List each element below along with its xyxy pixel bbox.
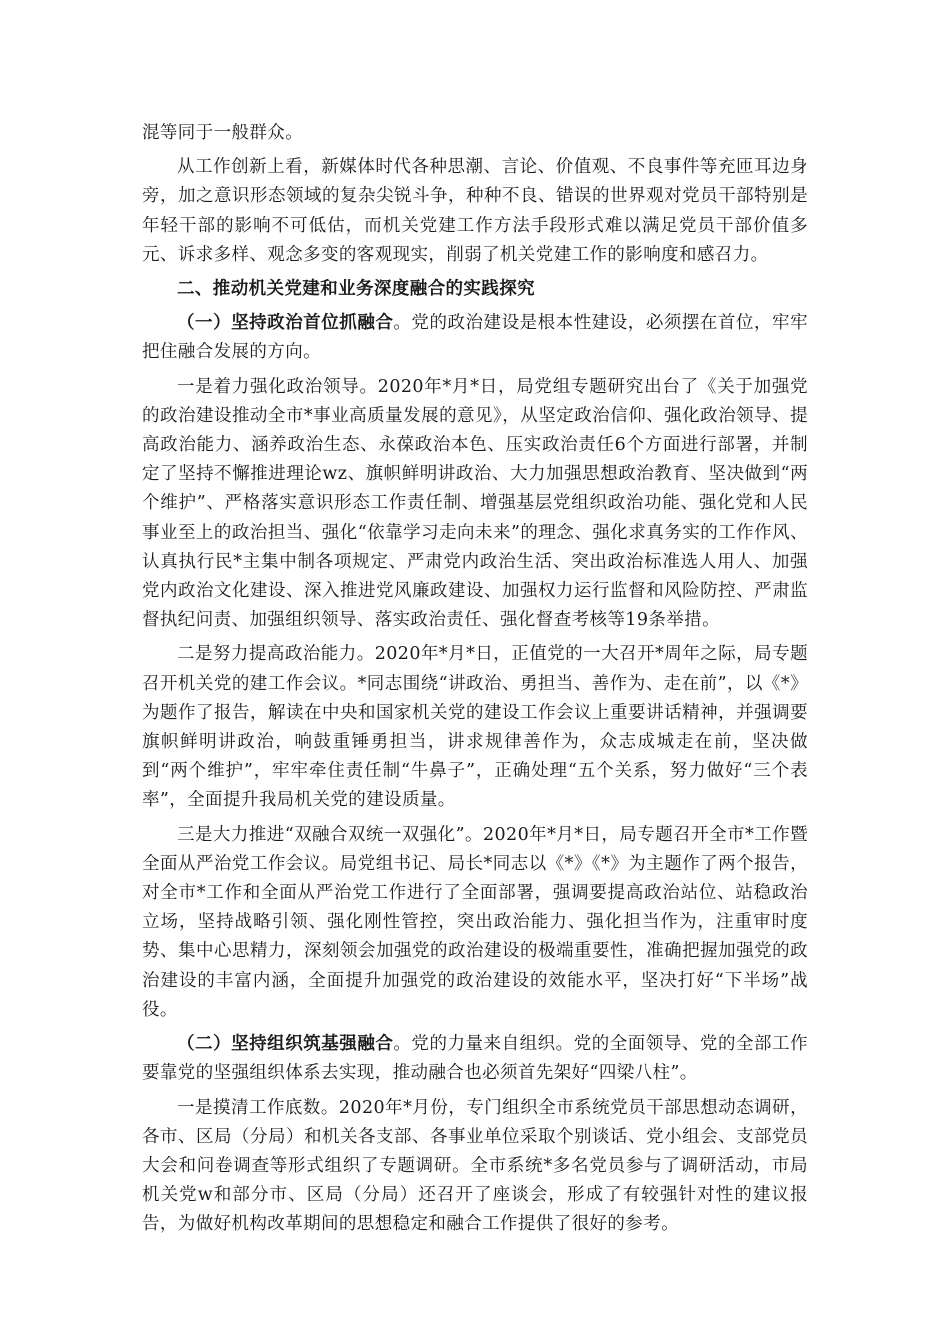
subheading-organization: （二）坚持组织筑基强融合 xyxy=(177,1034,394,1055)
paragraph-political-first xyxy=(142,309,808,367)
paragraph-point-2: 二是努力提高政治能力。2020年*月*日，正值党的一大召开*周年之际，局专题召开机关党的建工作会议。*同志围绕“讲政治、勇担当、善作为、走在前”，以《*》为题作了报告，解读在中央和国家机关党的建设工作会议上重要讲话精神，并强调要旗帜鲜明讲政治，响鼓重锤勇担当，讲求规律善作为，众志成城走在前，坚决做到“两个维护”，牢牢牵住责任制“牛鼻子”，正确处理“五个关系，努力做好“三个表率”，全面提升我局机关党的建设质量。 xyxy=(142,644,808,811)
paragraph-organization xyxy=(142,1030,808,1088)
paragraph-continuation: 混等同于一般群众。 xyxy=(142,123,304,143)
paragraph-organization-text: 。党的力量来自组织。党的全面领导、党的全部工作要靠党的坚强组织体系去实现，推动融合也必须首先架好“四梁八柱”。 xyxy=(142,1034,808,1084)
section-heading-2: 二、推动机关党建和业务深度融合的实践探究 xyxy=(177,279,535,300)
paragraph-political-first-text: 。党的政治建设是根本性建设，必须摆在首位，牢牢把住融合发展的方向。 xyxy=(142,313,808,363)
paragraph-survey: 一是摸清工作底数。2020年*月份，专门组织全市系统党员干部思想动态调研，各市、区局（分局）和机关各支部、各事业单位采取个别谈话、党小组会、支部党员大会和问卷调查等形式组织了专题调研。全市系统*多名党员参与了调研活动，市局机关党w和部分市、区局（分局）还召开了座谈会，形成了有较强针对性的建议报告，为做好机构改革期间的思想稳定和融合工作提供了很好的参考。 xyxy=(142,1097,808,1235)
paragraph-point-1: 一是着力强化政治领导。2020年*月*日，局党组专题研究出台了《关于加强党的政治建设推动全市*事业高质量发展的意见》，从坚定政治信仰、强化政治领导、提高政治能力、涵养政治生态、永葆政治本色、压实政治责任6个方面进行部署，并制定了坚持不懈推进理论wz、旗帜鲜明讲政治、大力加强思想政治教育、坚决做到“两个维护”、严格落实意识形态工作责任制、增强基层党组织政治功能、强化党和人民事业至上的政治担当、强化“依靠学习走向未来”的理念、强化求真务实的工作作风、认真执行民*主集中制各项规定、严肃党内政治生活、突出政治标准选人用人、加强党内政治文化建设、深入推进党风廉政建设、加强权力运行监督和风险防控、严肃监督执纪问责、加强组织领导、落实政治责任、强化督查考核等19条举措。 xyxy=(142,376,808,631)
paragraph-work-innovation: 从工作创新上看，新媒体时代各种思潮、言论、价值观、不良事件等充匝耳边身旁，加之意识形态领域的复杂尖锐斗争，种种不良、错误的世界观对党员干部特别是年轻干部的影响不可低估，而机关党建工作方法手段形式难以满足党员干部价值多元、诉求多样、观念多变的客观现实，削弱了机关党建工作的影响度和感召力。 xyxy=(142,157,808,265)
document-body xyxy=(142,119,808,1240)
subheading-political-first: （一）坚持政治首位抓融合 xyxy=(177,313,394,334)
paragraph-point-3: 三是大力推进“双融合双统一双强化”。2020年*月*日，局专题召开全市*工作暨全面从严治党工作会议。局党组书记、局长*同志以《*》《*》为主题作了两个报告，对全市*工作和全面从严治党工作进行了全面部署，强调要提高政治站位、站稳政治立场，坚持战略引领、强化刚性管控，突出政治能力、强化担当作为，注重审时度势、集中心思精力，深刻领会加强党的政治建设的极端重要性，准确把握加强党的政治建设的丰富内涵，全面提升加强党的政治建设的效能水平，坚决打好“下半场”战役。 xyxy=(142,824,808,1020)
